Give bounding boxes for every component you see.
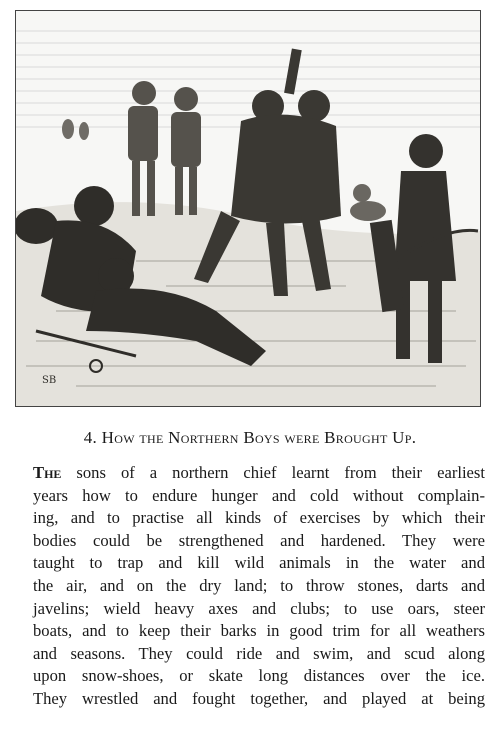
text-line: They wrestled and fought together, and played at being bbox=[33, 688, 485, 708]
text-line: upon snow-shoes, or skate long distances over the ice. bbox=[33, 666, 485, 686]
text-line: the air, and on the dry land; to throw stones, darts and bbox=[33, 575, 485, 595]
engraving-illustration bbox=[15, 10, 481, 407]
chapter-heading: 4. How the Northern Boys were Brought Up. bbox=[83, 428, 417, 447]
text-line: The sons of a northern chief learnt from their earliest bbox=[33, 463, 485, 482]
chapter-body bbox=[33, 462, 485, 711]
lead-word: The bbox=[33, 463, 62, 482]
text-line: bodies could be strengthened and hardened. They were bbox=[33, 530, 485, 550]
wrestling-boys-drawing bbox=[16, 11, 480, 406]
text-line: years how to endure hunger and cold without complain- bbox=[33, 485, 485, 505]
text-line: ing, and to practise all kinds of exercises by which their bbox=[33, 508, 485, 528]
text-line: javelins; wield heavy axes and clubs; to use oars, steer bbox=[33, 598, 485, 618]
text-line: and seasons. They could ride and swim, and scud along bbox=[33, 643, 485, 663]
artist-signature: SB bbox=[42, 375, 57, 386]
text-line: boats, and to keep their barks in good trim for all weathers bbox=[33, 621, 485, 641]
text-line: taught to trap and kill wild animals in the water and bbox=[33, 553, 485, 573]
